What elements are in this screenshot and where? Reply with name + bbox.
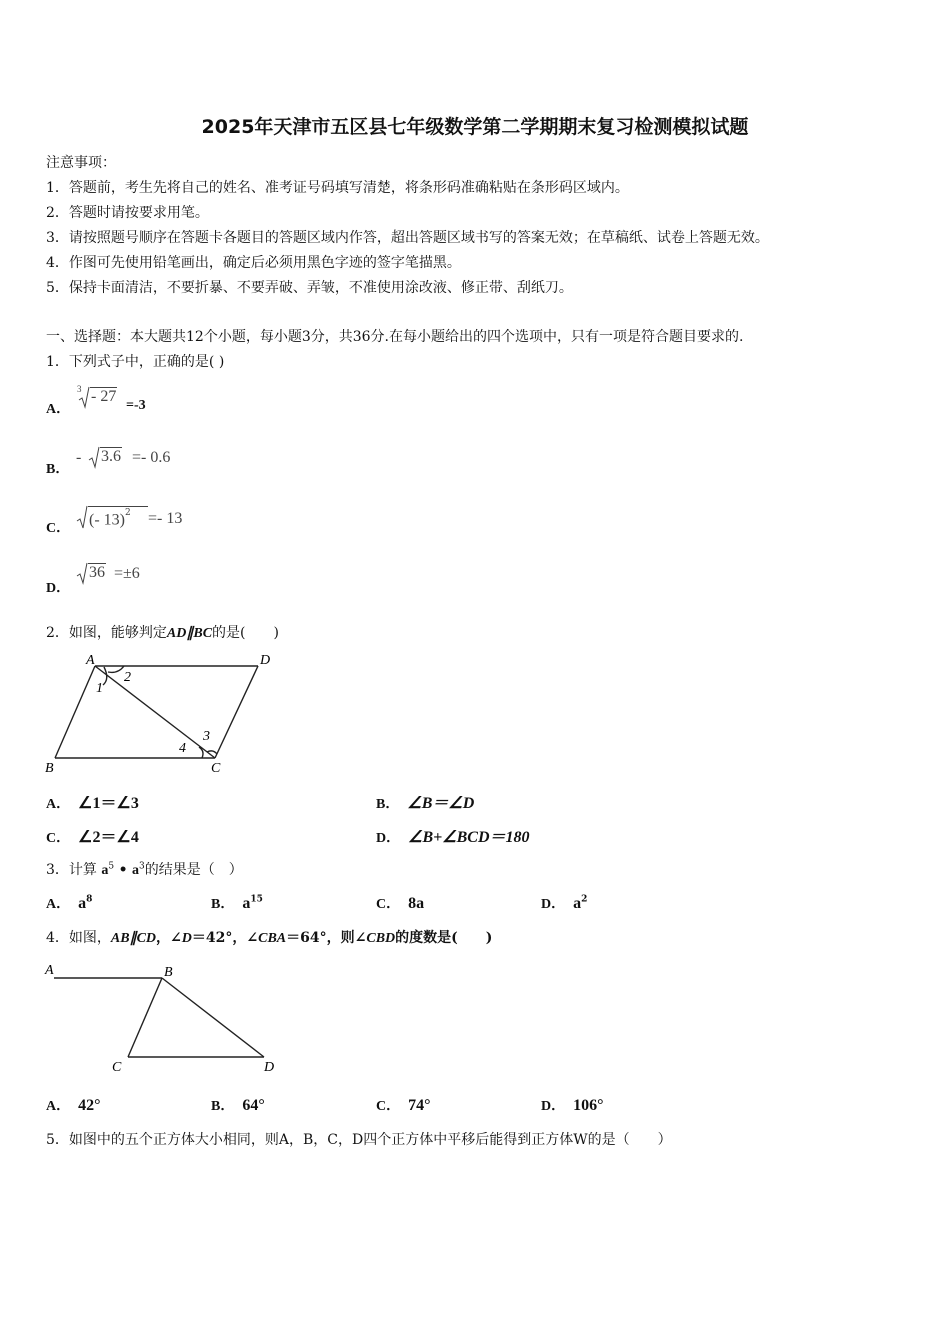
- label-b: B: [164, 965, 173, 980]
- q1-option-d-rhs: =±6: [114, 565, 140, 582]
- q2-option-b: [376, 790, 474, 813]
- q3-option-a-label: A．: [46, 897, 71, 912]
- q2-option-d-text: ∠B+∠BCD＝180: [408, 829, 530, 846]
- q2-option-b-text: ∠B＝∠D: [407, 795, 475, 812]
- q2-option-a-text: ∠1＝∠3: [78, 795, 139, 812]
- q3-exp-1: 5: [108, 861, 115, 872]
- q2-option-b-label: B．: [376, 797, 400, 812]
- radical-sign-icon: [76, 562, 88, 586]
- q2-option-d: [376, 824, 530, 847]
- q4-option-c-label: C．: [376, 1099, 401, 1114]
- q3-option-a-exp: 8: [86, 894, 93, 905]
- q1-option-b-rhs: =- 0.6: [132, 449, 171, 466]
- q3-option-a-base: a: [78, 895, 87, 912]
- label-d: D: [260, 653, 271, 668]
- q2-stem-post: 的是( ): [212, 625, 279, 641]
- q3-option-b-exp: 15: [250, 894, 263, 905]
- q3-exp-2: 3: [138, 861, 145, 872]
- q4-option-b-label: B．: [211, 1099, 235, 1114]
- q2-option-c-text: ∠2＝∠4: [78, 829, 139, 846]
- root-index: 3: [77, 384, 82, 394]
- q4-triangle-figure: [40, 956, 290, 1078]
- radical-sign-icon: [78, 386, 90, 410]
- q4-option-b: [211, 1095, 265, 1115]
- q2-parallelogram-figure: [40, 648, 290, 780]
- notice-item-4: 4．作图可先使用铅笔画出，确定后必须用黑色字迹的签字笔描黑。: [46, 255, 461, 271]
- notice-item-3: 3．请按照题号顺序在答题卡各题目的答题区域内作答，超出答题区域书写的答案无效；在草稿纸、试卷上答题无效。: [46, 230, 769, 246]
- exponent: 2: [124, 508, 131, 518]
- q3-option-d-label: D．: [541, 897, 566, 912]
- label-c: C: [211, 761, 221, 776]
- q1-stem: 1．下列式子中，正确的是( ): [46, 354, 225, 370]
- q2-stem-pre: 如图，能够判定: [68, 625, 167, 641]
- q4-option-c-text: 74°: [408, 1097, 431, 1114]
- q4-stem: [46, 927, 492, 947]
- q4-stem-part-4: ＝42°，∠: [191, 930, 259, 946]
- q1-option-d-label: D．: [46, 581, 71, 596]
- radicand: - 27: [91, 388, 117, 405]
- label-d: D: [264, 1060, 275, 1075]
- q3-option-b-label: B．: [211, 897, 235, 912]
- label-a: A: [45, 963, 54, 978]
- q3-option-d-base: a: [573, 895, 582, 912]
- radicand: 36: [89, 564, 105, 581]
- q4-stem-math-4: CBD: [366, 931, 396, 946]
- q4-option-a-label: A．: [46, 1099, 71, 1114]
- label-a: A: [86, 653, 95, 668]
- q4-option-d-label: D．: [541, 1099, 566, 1114]
- q4-stem-part-6: ＝64°，则∠: [286, 930, 367, 946]
- label-c: C: [112, 1060, 122, 1075]
- q5-stem: 5．如图中的五个正方体大小相同，则A，B，C，D四个正方体中平移后能得到正方体W的是（ ）: [46, 1132, 672, 1148]
- angle-4-label: 4: [179, 741, 186, 756]
- q3-option-c-base: 8a: [408, 895, 425, 912]
- radical-sign-icon: [76, 505, 88, 531]
- minus-sign: -: [76, 449, 82, 466]
- angle-1-label: 1: [96, 681, 103, 696]
- q4-stem-part-2: ，∠: [156, 930, 182, 946]
- q3-option-c-label: C．: [376, 897, 401, 912]
- q1-option-b-label: B．: [46, 462, 70, 477]
- q2-option-a: [46, 790, 139, 813]
- q3-option-d-exp: 2: [581, 894, 588, 905]
- radical-sign-icon: [88, 446, 100, 470]
- q4-stem-part-8: 的度数是( ): [395, 930, 493, 946]
- q3-stem-post: 的结果是（ ）: [144, 862, 243, 878]
- q4-stem-pre: 如图，: [68, 930, 111, 946]
- q4-stem-math-1: AB∥CD: [110, 931, 157, 946]
- q4-stem-math-2: D: [181, 931, 192, 946]
- notice-item-2: 2．答题时请按要求用笔。: [46, 205, 209, 221]
- radicand: 3.6: [101, 448, 121, 465]
- q3-dot: •: [118, 862, 128, 878]
- q3-base-2: a: [131, 863, 139, 878]
- page-title: 2025年天津市五区县七年级数学第二学期期末复习检测模拟试题: [201, 116, 749, 138]
- notice-item-5: 5．保持卡面清洁，不要折暴、不要弄破、弄皱，不准使用涂改液、修正带、刮纸刀。: [46, 280, 573, 296]
- q3-option-d: [541, 893, 587, 913]
- notice-heading: 注意事项：: [46, 155, 116, 171]
- q2-option-d-label: D．: [376, 831, 401, 846]
- q3-option-b-base: a: [242, 895, 251, 912]
- q3-option-b: [211, 893, 263, 913]
- angle-2-label: 2: [124, 670, 131, 685]
- notice-item-1: 1．答题前，考生先将自己的姓名、准考证号码填写清楚，将条形码准确粘贴在条形码区域内。: [46, 180, 629, 196]
- q4-option-d-text: 106°: [573, 1097, 604, 1114]
- q4-number: 4．: [46, 930, 69, 946]
- q2-option-c-label: C．: [46, 831, 71, 846]
- q3-base-1: a: [101, 863, 109, 878]
- q3-option-c: [376, 893, 424, 913]
- q3-stem: [46, 859, 243, 879]
- q2-stem-math: AD∥BC: [166, 626, 213, 641]
- label-b: B: [45, 761, 54, 776]
- angle-3-label: 3: [203, 729, 210, 744]
- section-heading: 一、选择题：本大题共12个小题，每小题3分，共36分.在每小题给出的四个选项中，只有一项是符合题目要求的.: [46, 329, 744, 345]
- q4-option-a: [46, 1095, 101, 1115]
- q4-option-a-text: 42°: [78, 1097, 101, 1114]
- q1-option-a-rhs: =-3: [126, 398, 146, 413]
- q4-option-c: [376, 1095, 431, 1115]
- radicand: (- 13): [89, 511, 125, 529]
- q3-option-a: [46, 893, 92, 913]
- q2-option-c: [46, 824, 139, 847]
- q4-stem-math-3: CBA: [258, 931, 287, 946]
- q1-option-a-label: A．: [46, 402, 71, 417]
- q4-option-b-text: 64°: [242, 1097, 265, 1114]
- q3-stem-pre: 计算: [68, 862, 97, 878]
- q2-stem: [46, 622, 279, 642]
- q2-option-a-label: A．: [46, 797, 71, 812]
- q3-number: 3．: [46, 862, 69, 878]
- q1-option-c-label: C．: [46, 521, 71, 536]
- q4-option-d: [541, 1095, 604, 1115]
- q2-number: 2．: [46, 625, 69, 641]
- q1-option-c-rhs: =- 13: [148, 510, 183, 527]
